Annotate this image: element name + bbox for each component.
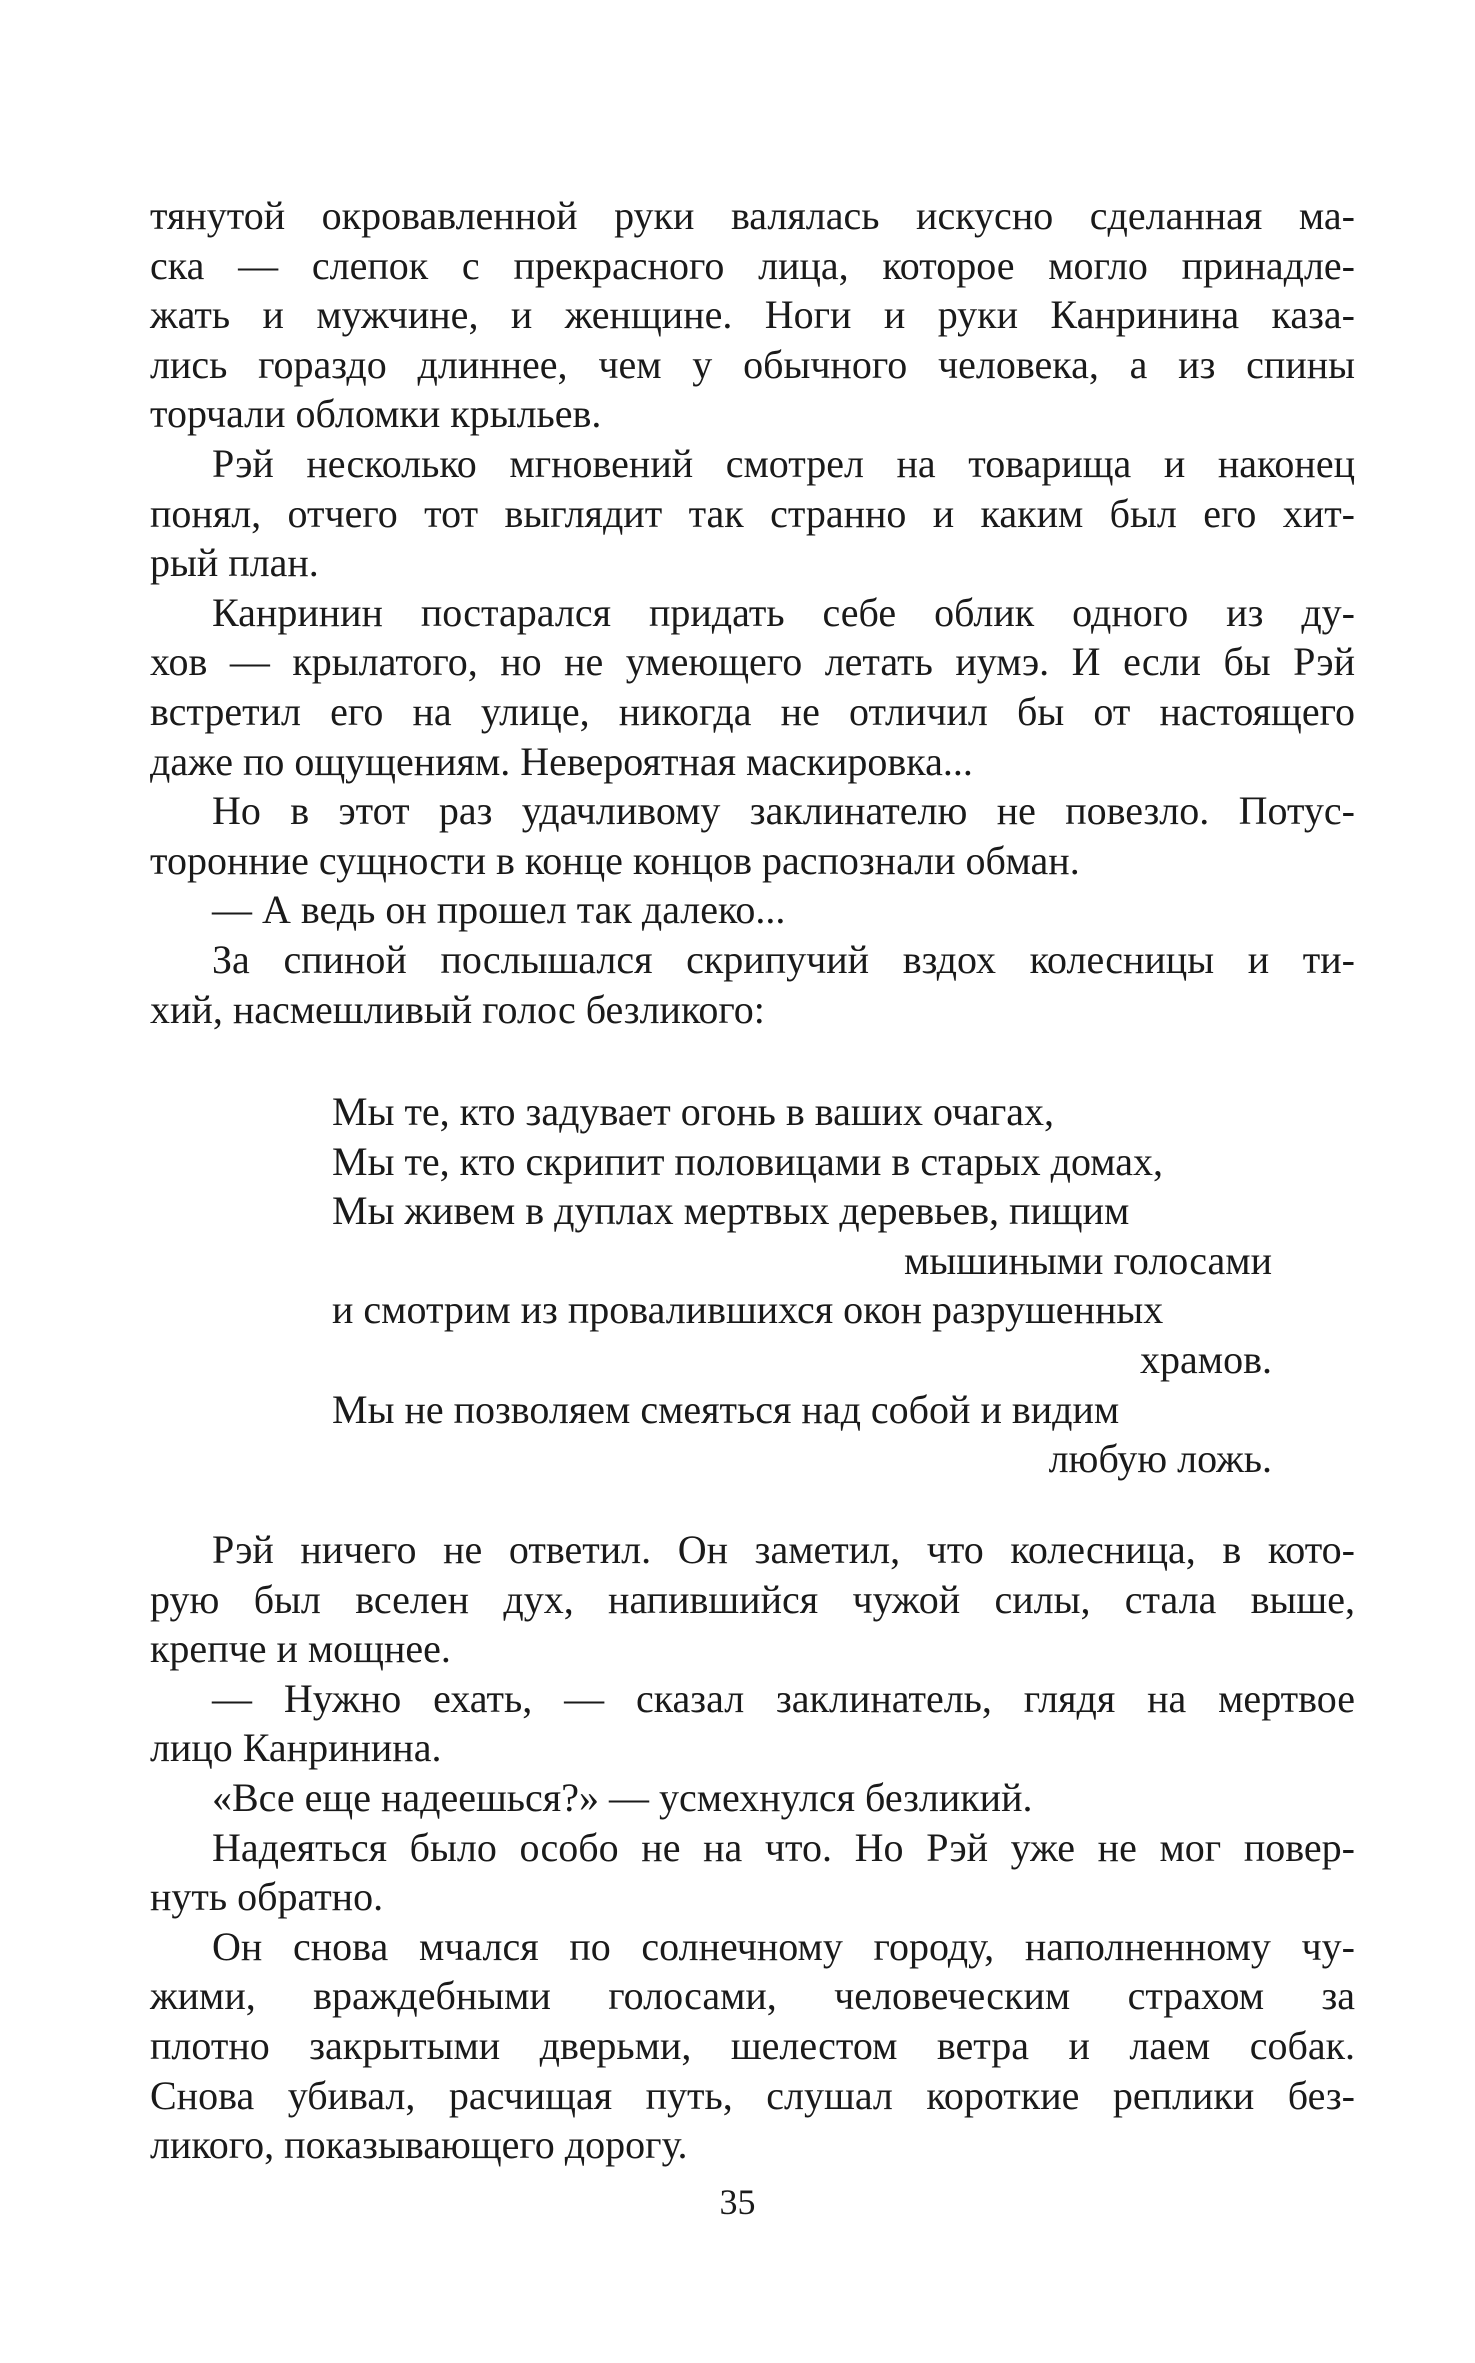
text-line: тянутой окровавленной руки валялась искусно сделанная ма- (150, 193, 1355, 238)
poem-line: храмов. (1140, 1336, 1272, 1382)
text-line: За спиной послышался скрипучий вздох колесницы и ти- (212, 936, 1355, 982)
text-line: Рэй несколько мгновений смотрел на товарища и наконец (212, 440, 1355, 486)
poem-line: Мы не позволяем смеяться над собой и видим (332, 1386, 1120, 1432)
text-line: Надеяться было особо не на что. Но Рэй уже не мог повер- (212, 1824, 1355, 1870)
poem-line: Мы те, кто скрипит половицами в старых домах, (332, 1138, 1164, 1184)
poem-line: Мы живем в дуплах мертвых деревьев, пищим (332, 1188, 1130, 1234)
text-line: — Нужно ехать, — сказал заклинатель, глядя на мертвое (212, 1675, 1355, 1721)
text-line: нуть обратно. (150, 1874, 384, 1920)
text-line: понял, отчего тот выглядит так странно и каким был его хит- (150, 490, 1355, 536)
poem-line: Мы те, кто задувает огонь в ваших очагах, (332, 1089, 1055, 1134)
text-block-bottom (150, 1525, 1355, 2170)
poem-block (332, 1087, 1272, 1484)
text-line: торчали обломки крыльев. (150, 391, 602, 437)
text-line: лицо Канринина. (150, 1725, 442, 1771)
text-line: — А ведь он прошел так далеко... (212, 887, 786, 933)
text-line: ска — слепок с прекрасного лица, которое могло принадле- (150, 242, 1355, 288)
text-line: Рэй ничего не ответил. Он заметил, что колесница, в кото- (212, 1527, 1355, 1572)
page-number: 35 (719, 2182, 756, 2222)
poem-line: любую ложь. (1048, 1436, 1272, 1482)
text-line: ликого, показывающего дорогу. (150, 2122, 688, 2168)
poem-line: мышиными голосами (904, 1237, 1272, 1283)
text-block-top (150, 191, 1355, 1034)
text-line: «Все еще надеешься?» — усмехнулся безликий. (212, 1774, 1033, 1820)
text-line: рый план. (150, 540, 319, 586)
text-line: даже по ощущениям. Невероятная маскировка... (150, 738, 973, 784)
text-line: жими, враждебными голосами, человеческим страхом за (150, 1973, 1355, 2019)
text-line: Но в этот раз удачливому заклинателю не повезло. Потус- (212, 788, 1355, 834)
text-line: лись гораздо длиннее, чем у обычного человека, а из спины (150, 341, 1355, 387)
text-line: хов — крылатого, но не умеющего летать иумэ. И если бы Рэй (150, 639, 1355, 685)
poem-line: и смотрим из провалившихся окон разрушенных (332, 1287, 1164, 1333)
text-line: плотно закрытыми дверьми, шелестом ветра и лаем собак. (150, 2022, 1355, 2068)
text-line: торонние сущности в конце концов распознали обман. (150, 837, 1080, 883)
text-line: жать и мужчине, и женщине. Ноги и руки Канринина каза- (150, 292, 1355, 338)
text-line: рую был вселен дух, напившийся чужой силы, стала выше, (150, 1576, 1355, 1622)
text-line: хий, насмешливый голос безликого: (150, 986, 765, 1032)
text-line: встретил его на улице, никогда не отличил бы от настоящего (150, 688, 1355, 734)
text-line: Он снова мчался по солнечному городу, наполненному чу- (212, 1923, 1355, 1969)
text-line: крепче и мощнее. (150, 1626, 451, 1672)
text-line: Снова убивал, расчищая путь, слушал короткие реплики без- (150, 2072, 1355, 2118)
text-line: Канринин постарался придать себе облик одного из ду- (212, 589, 1355, 635)
